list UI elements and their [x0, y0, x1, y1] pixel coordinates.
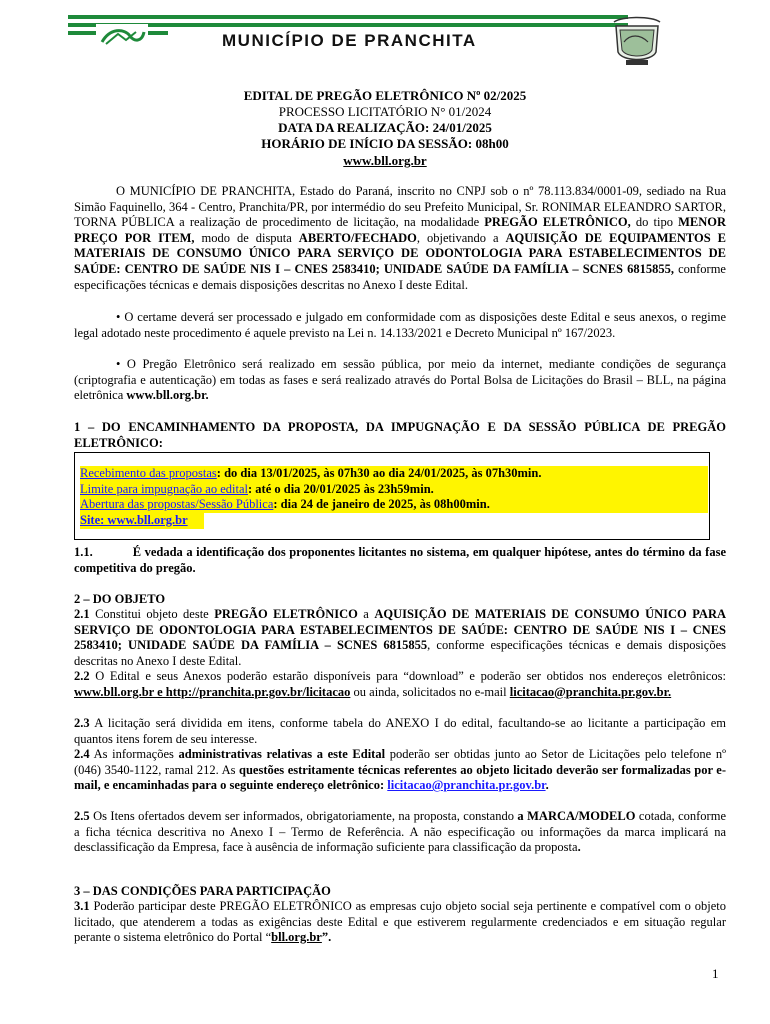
electronic-session-paragraph: • O Pregão Eletrônico será realizado em sessão pública, por meio da internet, mediante condições de segurança (criptografia e autenticação) em todas as fases e será realizado através do Portal Bolsa de Licitações do Brasil – BLL, na página eletrônica www.bll.org.br.: [74, 357, 726, 403]
intro-paragraph: O MUNICÍPIO DE PRANCHITA, Estado do Paraná, inscrito no CNPJ sob o nº 78.113.834/0001-09, sediado na Rua Simão Faquinello, 364 - Centro, Pranchita/PR, por intermédio do seu Prefeito Municipal, Sr. RONIMAR ELEANDRO SARTOR, TORNA PÚBLICA a realização de procedimento de licitação, na modalidade PREGÃO ELETRÔNICO, do tipo MENOR PREÇO POR ITEM, modo de disputa ABERTO/FECHADO, objetivando a AQUISIÇÃO DE EQUIPAMENTOS E MATERIAIS DE CONSUMO ÚNICO PARA SERVIÇO DE ODONTOLOGIA PARA ESTABELECIMENTOS DE SAÚDE: CENTRO DE SAÚDE NIS I – CNES 2583410; UNIDADE SAÚDE DA FAMÍLIA – SCNES 6815855, conforme especificações técnicas e demais disposições descritas no Anexo I deste Edital.: [74, 184, 726, 292]
email-link[interactable]: licitacao@pranchita.pr.gov.br.: [509, 684, 672, 699]
section-3-heading: 3 – DAS CONDIÇÕES PARA PARTICIPAÇÃO: [74, 884, 331, 898]
municipality-title: MUNICÍPIO DE PRANCHITA: [222, 31, 477, 50]
municipality-logo-icon: [96, 24, 148, 50]
dates-row: Abertura das propostas/Sessão Pública: dia 24 de janeiro de 2025, às 08h00min.: [80, 497, 708, 513]
section-1-heading: 1 – DO ENCAMINHAMENTO DA PROPOSTA, DA IMPUGNAÇÃO E DA SESSÃO PÚBLICA DE PREGÃO ELETRÔNICO:: [74, 420, 726, 450]
item-1-1: 1.1. É vedada a identificação dos proponentes licitantes no sistema, em qualquer hipótese, antes do término da fase competitiva do pregão.: [74, 545, 726, 575]
dates-row[interactable]: Site: www.bll.org.br: [80, 513, 204, 529]
header-stripe: [68, 15, 628, 19]
portal-link[interactable]: www.bll.org.br: [343, 153, 427, 168]
dates-row: Recebimento das propostas: do dia 13/01/2025, às 07h30 ao dia 24/01/2025, às 07h30min.: [80, 466, 708, 482]
item-2-1: 2.1 Constitui objeto deste PREGÃO ELETRÔNICO a AQUISIÇÃO DE MATERIAIS DE CONSUMO ÚNICO PARA SERVIÇO DE ODONTOLOGIA PARA ESTABELECIMENTOS DE SAÚDE: CENTRO DE SAÚDE NIS I – CNES 2583410; UNIDADE SAÚDE DA FAMÍLIA – SCNES 6815855, conforme especificações técnicas e demais disposições descritas no Anexo I deste Edital.: [74, 607, 726, 668]
item-2-2: 2.2 O Edital e seus Anexos poderão estarão disponíveis para “download” e poderão ser obtidos nos endereços eletrônicos: www.bll.org.br e http://pranchita.pr.gov.br/licitacao ou ainda, solicitados no e-mail licitacao@pranchita.pr.gov.br.: [74, 669, 726, 699]
dates-row: Limite para impugnação ao edital: até o dia 20/01/2025 às 23h59min.: [80, 482, 708, 498]
legal-regime-paragraph: • O certame deverá ser processado e julgado em conformidade com as disposições deste Edital e seus anexos, o regime legal adotado neste procedimento é aquele previsto na Lei n. 14.133/2021 e Decreto Municipal nº 167/2023.: [74, 310, 726, 340]
realization-date: DATA DA REALIZAÇÃO: 24/01/2025: [278, 120, 492, 135]
item-2-3: 2.3 A licitação será dividida em itens, conforme tabela do ANEXO I do edital, facultando-se ao licitante a participação em quantos itens forem de seu interesse.: [74, 716, 726, 746]
download-links[interactable]: www.bll.org.br e http://pranchita.pr.gov.br/licitacao: [74, 684, 351, 699]
edital-title: EDITAL DE PREGÃO ELETRÔNICO Nº 02/2025: [243, 88, 527, 103]
item-2-5: 2.5 Os Itens ofertados devem ser informados, obrigatoriamente, na proposta, constando a MARCA/MODELO cotada, conforme a ficha técnica descritiva no Anexo I – Termo de Referência. A não especificação ou informações da marca implicará na desclassificação da Empresa, face à ausência de informação suficiente para classificação da proposta.: [74, 809, 726, 855]
section-2-heading: 2 – DO OBJETO: [74, 592, 166, 606]
item-2-4: 2.4 As informações administrativas relativas a este Edital poderão ser obtidas junto ao Setor de Licitações pelo telefone nº (046) 3540-1122, ramal 212. As questões estritamente técnicas referentes ao objeto licitado deverão ser formalizadas por e-mail, e encaminhadas para o seguinte endereço eletrônico: licitacao@pranchita.pr.gov.br.: [74, 747, 726, 793]
email-link[interactable]: licitacao@pranchita.pr.gov.br: [387, 778, 546, 793]
session-time: HORÁRIO DE INÍCIO DA SESSÃO: 08h00: [261, 136, 509, 151]
page-number: 1: [712, 966, 719, 981]
process-number: PROCESSO LICITATÓRIO N° 01/2024: [278, 104, 492, 119]
item-3-1: 3.1 Poderão participar deste PREGÃO ELETRÔNICO as empresas cujo objeto social seja pertinente e compatível com o objeto licitado, que atenderem a todas as exigências deste Edital e que estiverem regularmente credenciados e em situação regular perante o sistema eletrônico do Portal “bll.org.br”.: [74, 899, 726, 945]
header-stripe: [68, 23, 628, 27]
coat-of-arms-icon: [608, 12, 666, 70]
